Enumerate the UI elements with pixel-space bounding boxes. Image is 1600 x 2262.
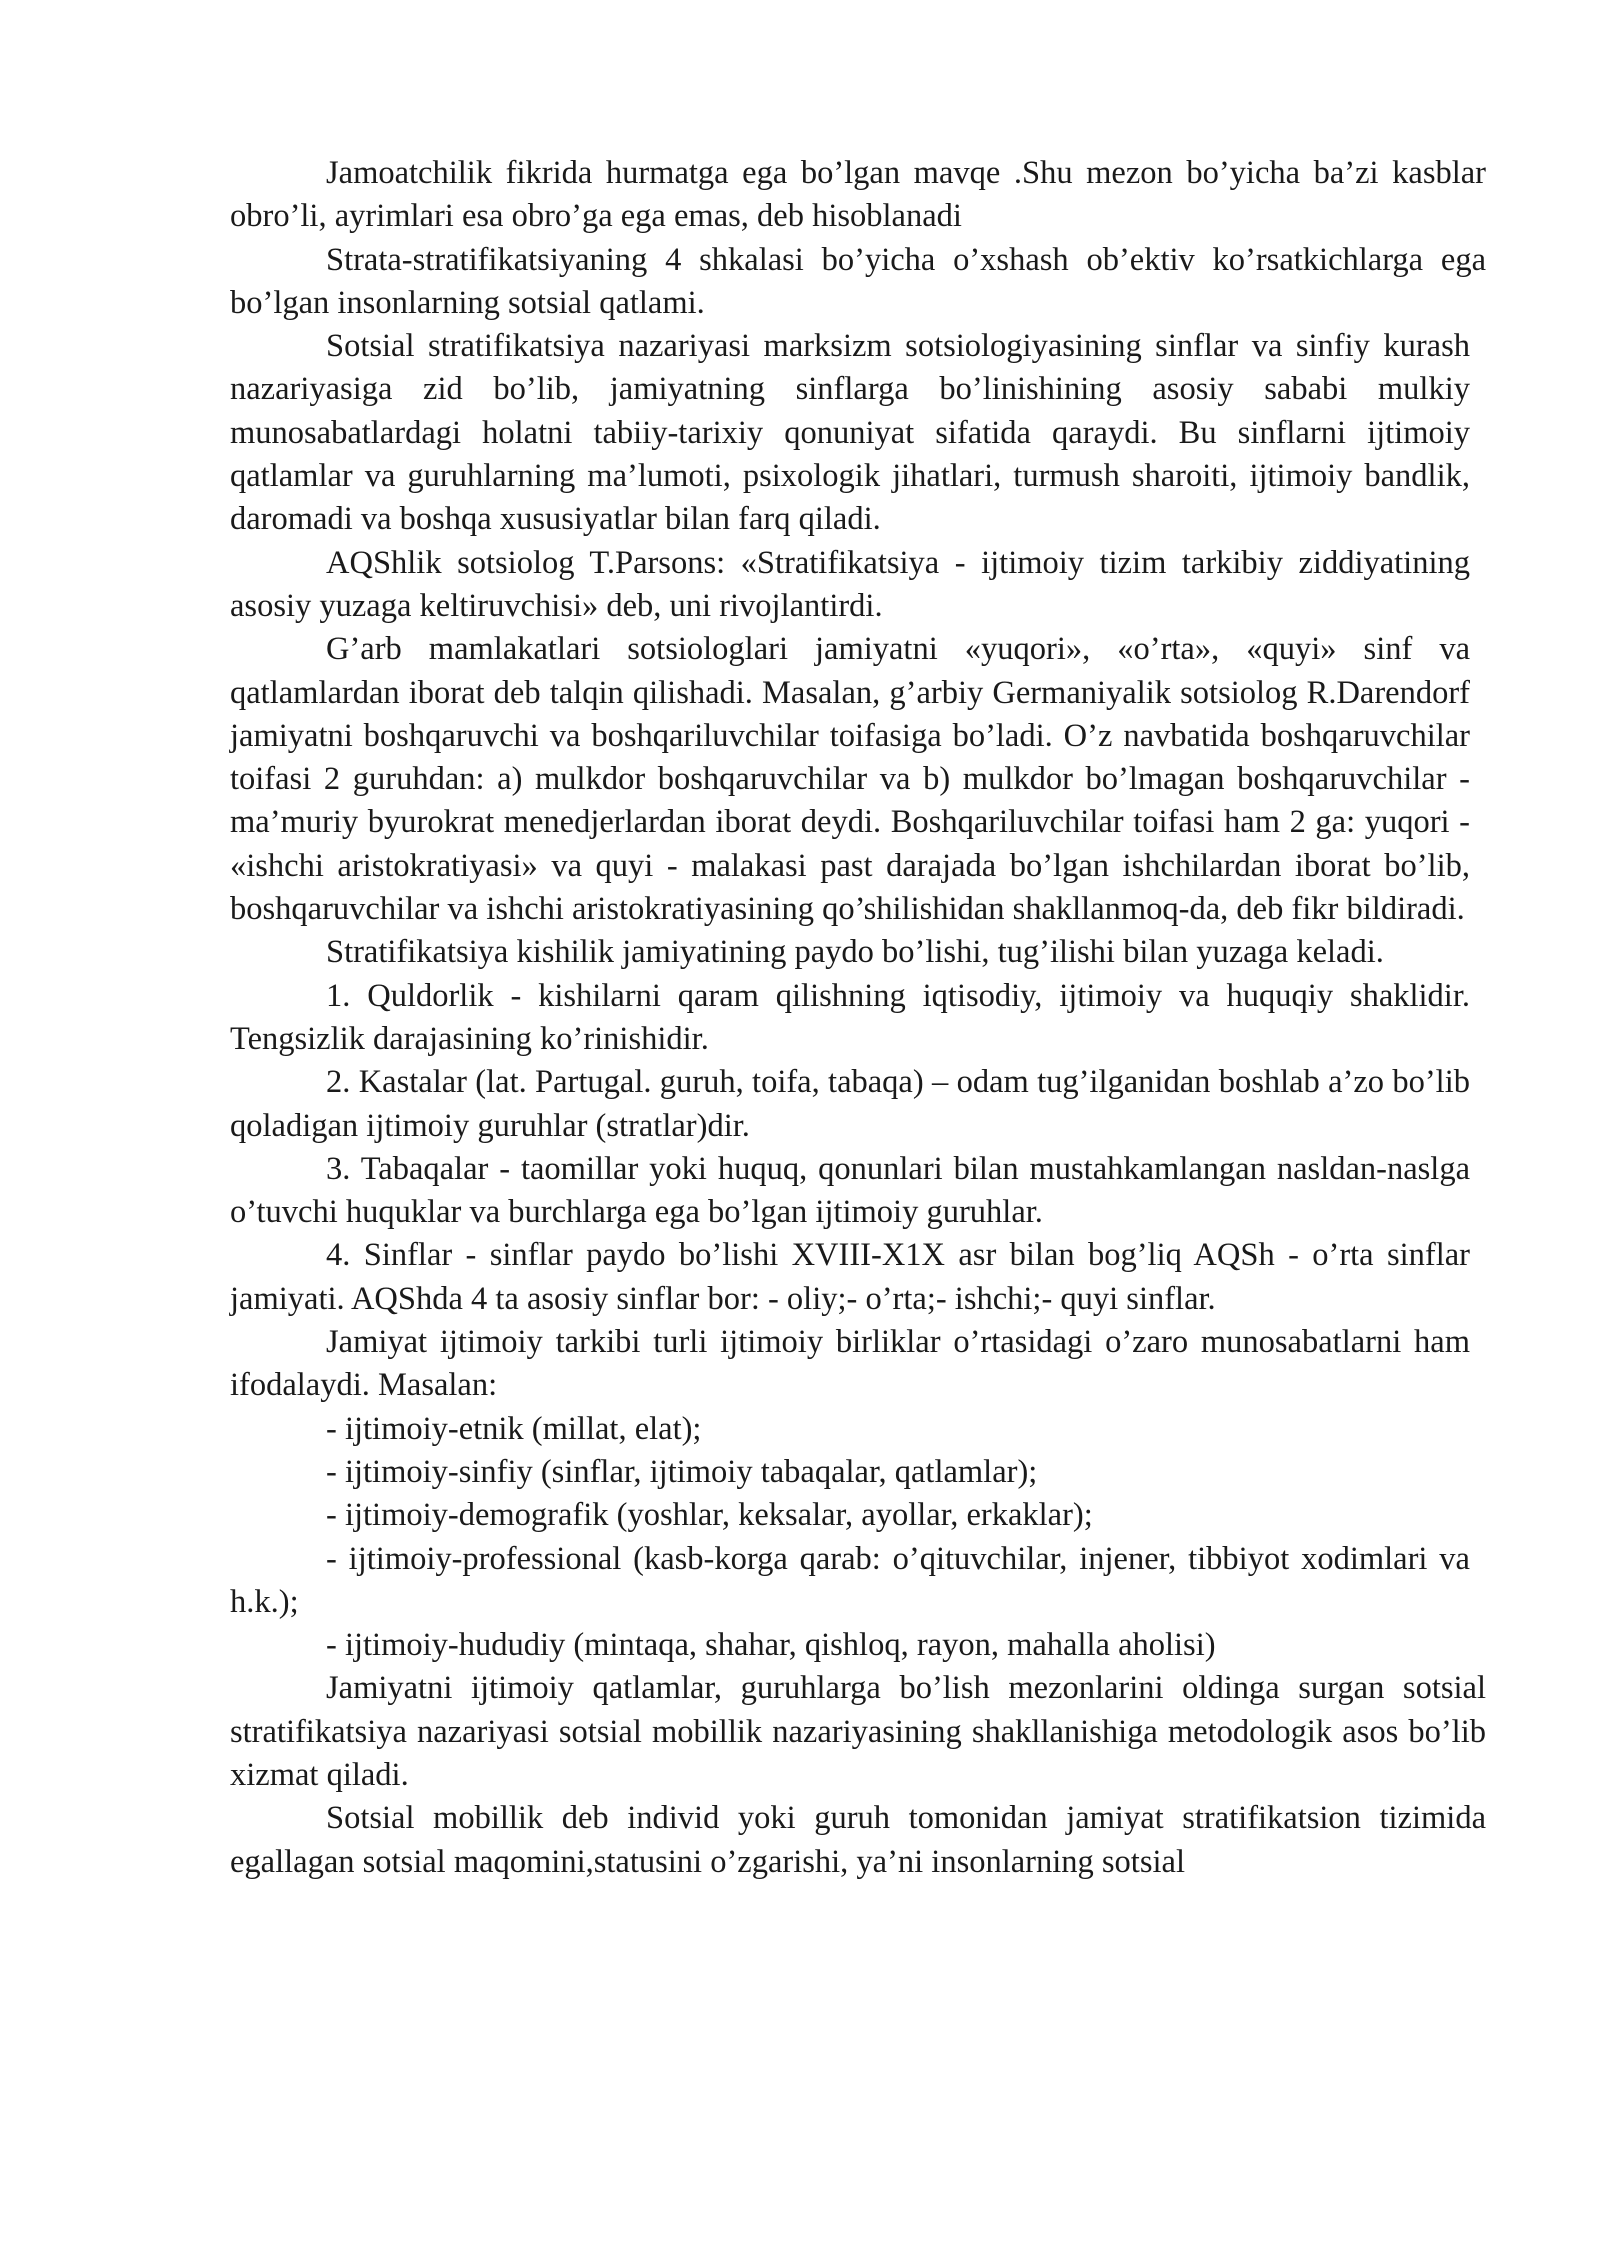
paragraph-prestige: Jamoatchilik fikrida hurmatga ega bo’lgan mavqe .Shu mezon bo’yicha ba’zi kasblar obro’li, ayrimlari esa obro’ga ega emas, deb hisoblanadi [230, 155, 1486, 235]
list-item-territorial: - ijtimoiy-hududiy (mintaqa, shahar, qishloq, rayon, mahalla aholisi) [326, 1627, 1216, 1664]
paragraph-western-sociologists: G’arb mamlakatlari sotsiologlari jamiyatni «yuqori», «o’rta», «quyi» sinf va qatlamlardan iborat deb talqin qilishadi. Masalan, g’arbiy Germaniyalik sotsiolog R.Darendorf jamiyatni boshqaruvchi va boshqariluvchilar toifasiga bo’ladi. O’z navbatida boshqaruvchilar toifasi 2 guruhdan: a) mulkdor boshqaruvchilar va b) mulkdor bo’lmagan boshqaruvchilar - ma’muriy byurokrat menedjerlardan iborat deydi. Boshqariluvchilar toifasi ham 2 ga: yuqori - «ishchi aristokratiyasi» va quyi - malakasi past darajada bo’lgan ishchilardan iborat bo’lib, boshqaruvchilar va ishchi aristokratiyasining qo’shilishidan shakllanmoq-da, deb fikr bildiradi. [230, 631, 1470, 928]
paragraph-social-mobility: Sotsial mobillik deb individ yoki guruh tomonidan jamiyat stratifikatsion tizimida egallagan sotsial maqomini,statusini o’zgarishi, ya’ni insonlarning sotsial [230, 1800, 1486, 1880]
paragraph-stratification-origin: Stratifikatsiya kishilik jamiyatining paydo bo’lishi, tug’ilishi bilan yuzaga keladi. [326, 934, 1384, 971]
paragraph-strata: Strata-stratifikatsiyaning 4 shkalasi bo’yicha o’xshash ob’ektiv ko’rsatkichlarga ega bo’lgan insonlarning sotsial qatlami. [230, 241, 1486, 321]
paragraph-parsons: AQShlik sotsiolog T.Parsons: «Stratifikatsiya - ijtimoiy tizim tarkibiy ziddiyatining asosiy yuzaga keltiruvchisi» deb, uni rivojlantirdi. [230, 544, 1470, 624]
paragraph-social-structure: Jamiyat ijtimoiy tarkibi turli ijtimoiy birliklar o’rtasidagi o’zaro munosabatlarni ham ifodalaydi. Masalan: [230, 1324, 1470, 1404]
paragraph-stratification-theory: Sotsial stratifikatsiya nazariyasi marksizm sotsiologiyasining sinflar va sinfiy kurash nazariyasiga zid bo’lib, jamiyatning sinflarga bo’linishining asosiy sababi mulkiy munosabatlardagi holatni tabiiy-tarixiy qonuniyat sifatida qaraydi. Bu sinflarni ijtimoiy qatlamlar va guruhlarning ma’lumoti, psixologik jihatlari, turmush sharoiti, ijtimoiy bandlik, daromadi va boshqa xususiyatlar bilan farq qiladi. [230, 328, 1470, 538]
list-item-demographic: - ijtimoiy-demografik (yoshlar, keksalar, ayollar, erkaklar); [326, 1497, 1093, 1534]
list-item-castes: 2. Kastalar (lat. Partugal. guruh, toifa, tabaqa) – odam tug’ilganidan boshlab a’zo bo’lib qoladigan ijtimoiy guruhlar (stratlar)dir. [230, 1064, 1470, 1144]
list-item-professional: - ijtimoiy-professional (kasb-korga qarab: o’qituvchilar, injener, tibbiyot xodimlari va h.k.); [230, 1540, 1470, 1620]
list-item-ethnic: - ijtimoiy-etnik (millat, elat); [326, 1410, 702, 1447]
list-item-classes: 4. Sinflar - sinflar paydo bo’lishi XVIII-X1X asr bilan bog’liq AQSh - o’rta sinflar jamiyati. AQShda 4 ta asosiy sinflar bor: - oliy;- o’rta;- ishchi;- quyi sinflar. [230, 1237, 1470, 1317]
list-item-estates: 3. Tabaqalar - taomillar yoki huquq, qonunlari bilan mustahkamlangan nasldan-naslga o’tuvchi huquklar va burchlarga ega bo’lgan ijtimoiy guruhlar. [230, 1150, 1470, 1231]
list-item-slavery: 1. Quldorlik - kishilarni qaram qilishning iqtisodiy, ijtimoiy va huquqiy shaklidir. Tengsizlik darajasining ko’rinishidir. [230, 977, 1470, 1057]
list-item-class: - ijtimoiy-sinfiy (sinflar, ijtimoiy tabaqalar, qatlamlar); [326, 1453, 1038, 1490]
document-page [230, 152, 1486, 1884]
paragraph-mobility-theory: Jamiyatni ijtimoiy qatlamlar, guruhlarga bo’lish mezonlarini oldinga surgan sotsial stratifikatsiya nazariyasi sotsial mobillik nazariyasining shakllanishiga metodologik asos bo’lib xizmat qiladi. [230, 1670, 1486, 1793]
